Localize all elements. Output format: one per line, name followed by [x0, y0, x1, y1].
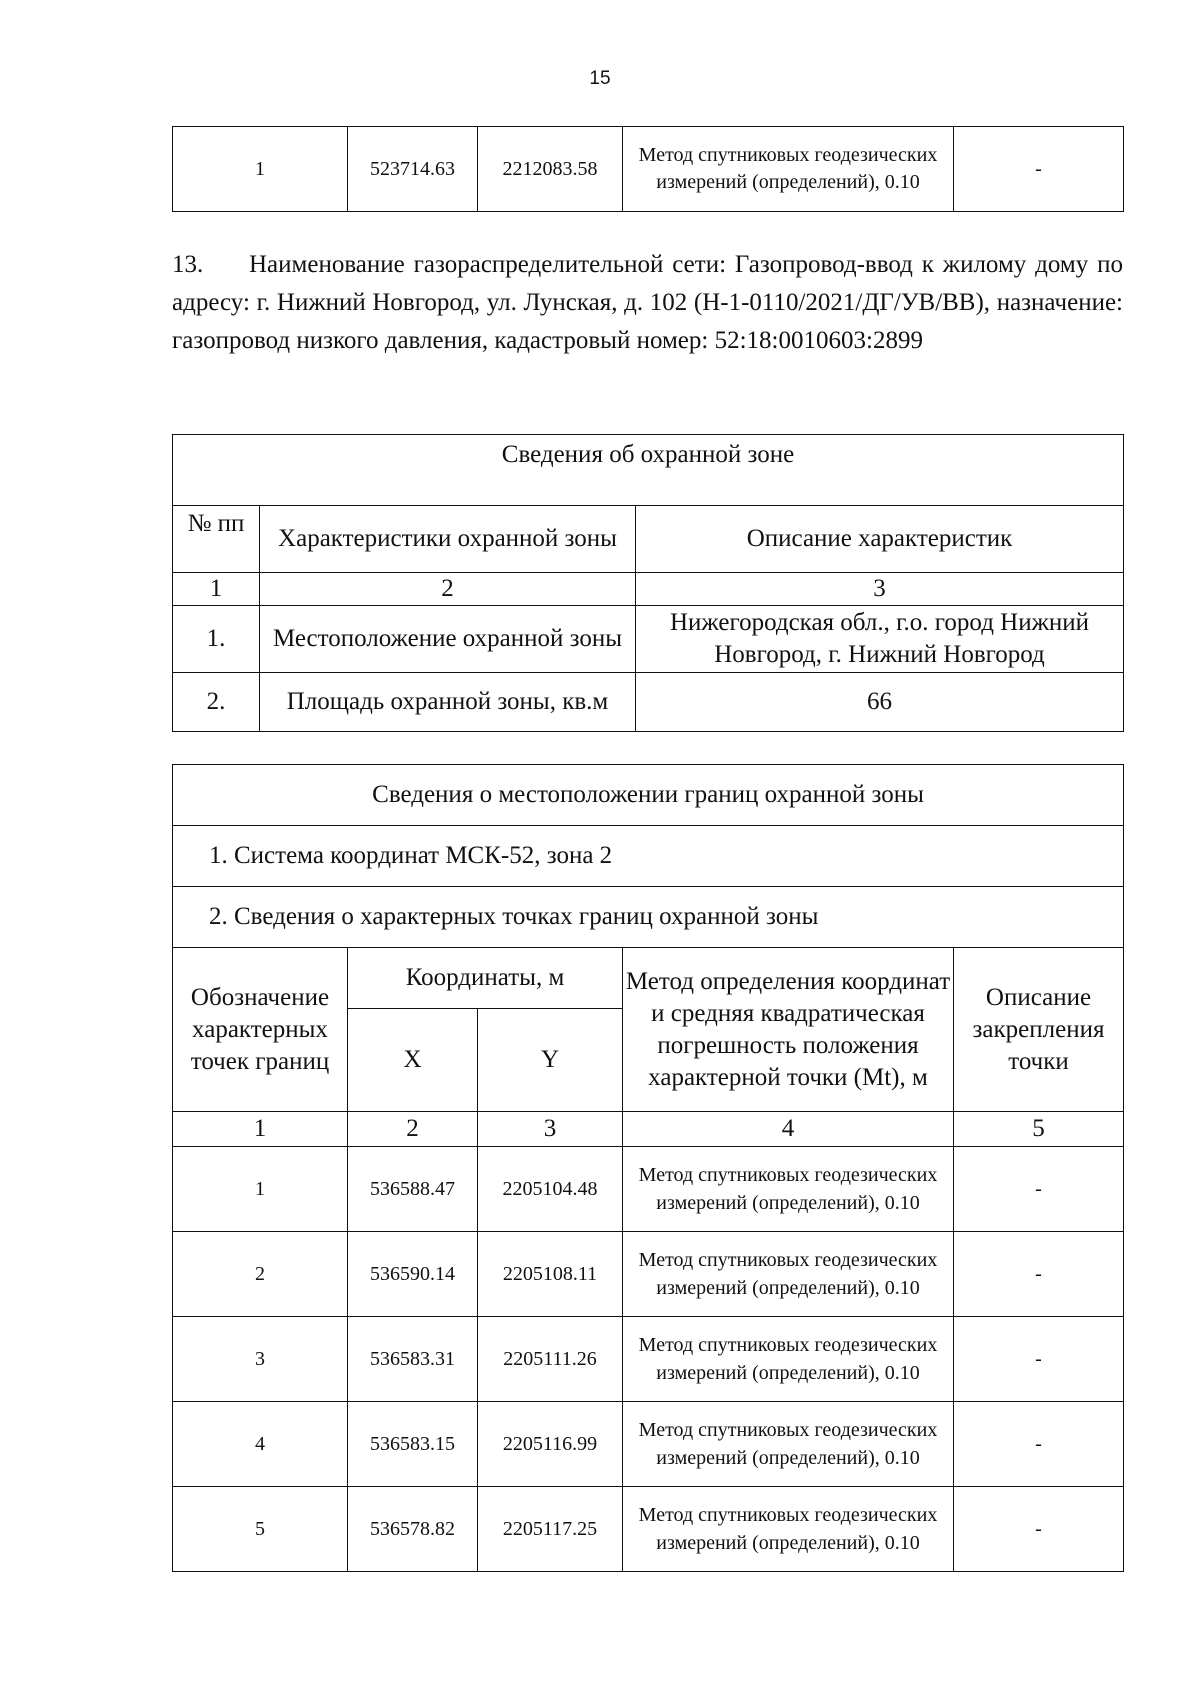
header-characteristic: Характеристики охранной зоны [260, 506, 636, 573]
coordinate-y: 2212083.58 [478, 127, 623, 212]
section-text: Наименование газораспределительной сети: Газопровод-ввод к жилому дому по адресу: г. Нижний Новгород, ул. Лунская, д. 102 (Н-1-0110/2021/ДГ/УВ/ВВ), назначение: газопровод низкого давления, кадастровый номер: 52:18:0010603:2899 [172, 251, 1123, 354]
section-number: 13. [172, 251, 204, 278]
header-coordinates: Координаты, м [348, 948, 623, 1009]
row-description: 66 [636, 673, 1124, 732]
coordinate-y: 2205108.11 [478, 1232, 623, 1317]
coordinate-x: 536578.82 [348, 1487, 478, 1572]
index-cell: 2 [348, 1112, 478, 1147]
table-header-row [173, 948, 1124, 1009]
point-number: 4 [173, 1402, 348, 1487]
table-title-row [173, 435, 1124, 506]
index-cell: 3 [636, 573, 1124, 606]
zone-info-table [172, 434, 1124, 732]
coordinate-y: 2205117.25 [478, 1487, 623, 1572]
header-num: № пп [173, 506, 260, 573]
table-title: Сведения о местоположении границ охранной зоны [173, 765, 1124, 826]
fixing-description: - [954, 1487, 1124, 1572]
method-cell: Метод спутниковых геодезических измерений (определений), 0.10 [623, 1232, 954, 1317]
index-cell: 2 [260, 573, 636, 606]
coordinate-y: 2205104.48 [478, 1147, 623, 1232]
point-number: 1 [173, 1147, 348, 1232]
fixing-description: - [954, 127, 1124, 212]
table-row [173, 1232, 1124, 1317]
coordinate-system-row [173, 826, 1124, 887]
method-cell: Метод спутниковых геодезических измерений (определений), 0.10 [623, 127, 954, 212]
section-paragraph [172, 246, 1123, 360]
header-method: Метод определения координат и средняя квадратическая погрешность положения характерной точки (Mt), м [623, 948, 954, 1112]
row-num: 2. [173, 673, 260, 732]
coordinate-x: 536583.15 [348, 1402, 478, 1487]
table-row [173, 1317, 1124, 1402]
header-x: X [348, 1009, 478, 1112]
coordinate-x: 536590.14 [348, 1232, 478, 1317]
header-fixing: Описание закрепления точки [954, 948, 1124, 1112]
points-title-row [173, 887, 1124, 948]
fixing-description: - [954, 1402, 1124, 1487]
fixing-description: - [954, 1147, 1124, 1232]
header-y: Y [478, 1009, 623, 1112]
header-designation: Обозначение характерных точек границ [173, 948, 348, 1112]
row-description: Нижегородская обл., г.о. город Нижний Новгород, г. Нижний Новгород [636, 606, 1124, 673]
index-cell: 3 [478, 1112, 623, 1147]
table-row [173, 1487, 1124, 1572]
points-title: 2. Сведения о характерных точках границ охранной зоны [173, 887, 1124, 948]
coordinate-x: 523714.63 [348, 127, 478, 212]
table-row [173, 673, 1124, 732]
table-row [173, 606, 1124, 673]
method-cell: Метод спутниковых геодезических измерений (определений), 0.10 [623, 1317, 954, 1402]
table-row [173, 1402, 1124, 1487]
row-characteristic: Площадь охранной зоны, кв.м [260, 673, 636, 732]
coordinate-x: 536583.31 [348, 1317, 478, 1402]
index-row [173, 1112, 1124, 1147]
coordinate-x: 536588.47 [348, 1147, 478, 1232]
index-row [173, 573, 1124, 606]
table-title-row [173, 765, 1124, 826]
table-header-row [173, 506, 1124, 573]
index-cell: 1 [173, 1112, 348, 1147]
fixing-description: - [954, 1317, 1124, 1402]
boundaries-table [172, 764, 1124, 1572]
point-number: 5 [173, 1487, 348, 1572]
coordinate-y: 2205116.99 [478, 1402, 623, 1487]
coordinate-system: 1. Система координат МСК-52, зона 2 [173, 826, 1124, 887]
fixing-description: - [954, 1232, 1124, 1317]
header-description: Описание характеристик [636, 506, 1124, 573]
index-cell: 4 [623, 1112, 954, 1147]
method-cell: Метод спутниковых геодезических измерений (определений), 0.10 [623, 1402, 954, 1487]
continuation-table [172, 126, 1124, 212]
point-number: 2 [173, 1232, 348, 1317]
method-cell: Метод спутниковых геодезических измерений (определений), 0.10 [623, 1487, 954, 1572]
table-title: Сведения об охранной зоне [173, 435, 1124, 506]
row-characteristic: Местоположение охранной зоны [260, 606, 636, 673]
method-cell: Метод спутниковых геодезических измерений (определений), 0.10 [623, 1147, 954, 1232]
row-num: 1. [173, 606, 260, 673]
coordinate-y: 2205111.26 [478, 1317, 623, 1402]
point-number: 1 [173, 127, 348, 212]
page-number: 15 [589, 68, 611, 89]
table-row [173, 127, 1124, 212]
point-number: 3 [173, 1317, 348, 1402]
index-cell: 1 [173, 573, 260, 606]
index-cell: 5 [954, 1112, 1124, 1147]
table-row [173, 1147, 1124, 1232]
